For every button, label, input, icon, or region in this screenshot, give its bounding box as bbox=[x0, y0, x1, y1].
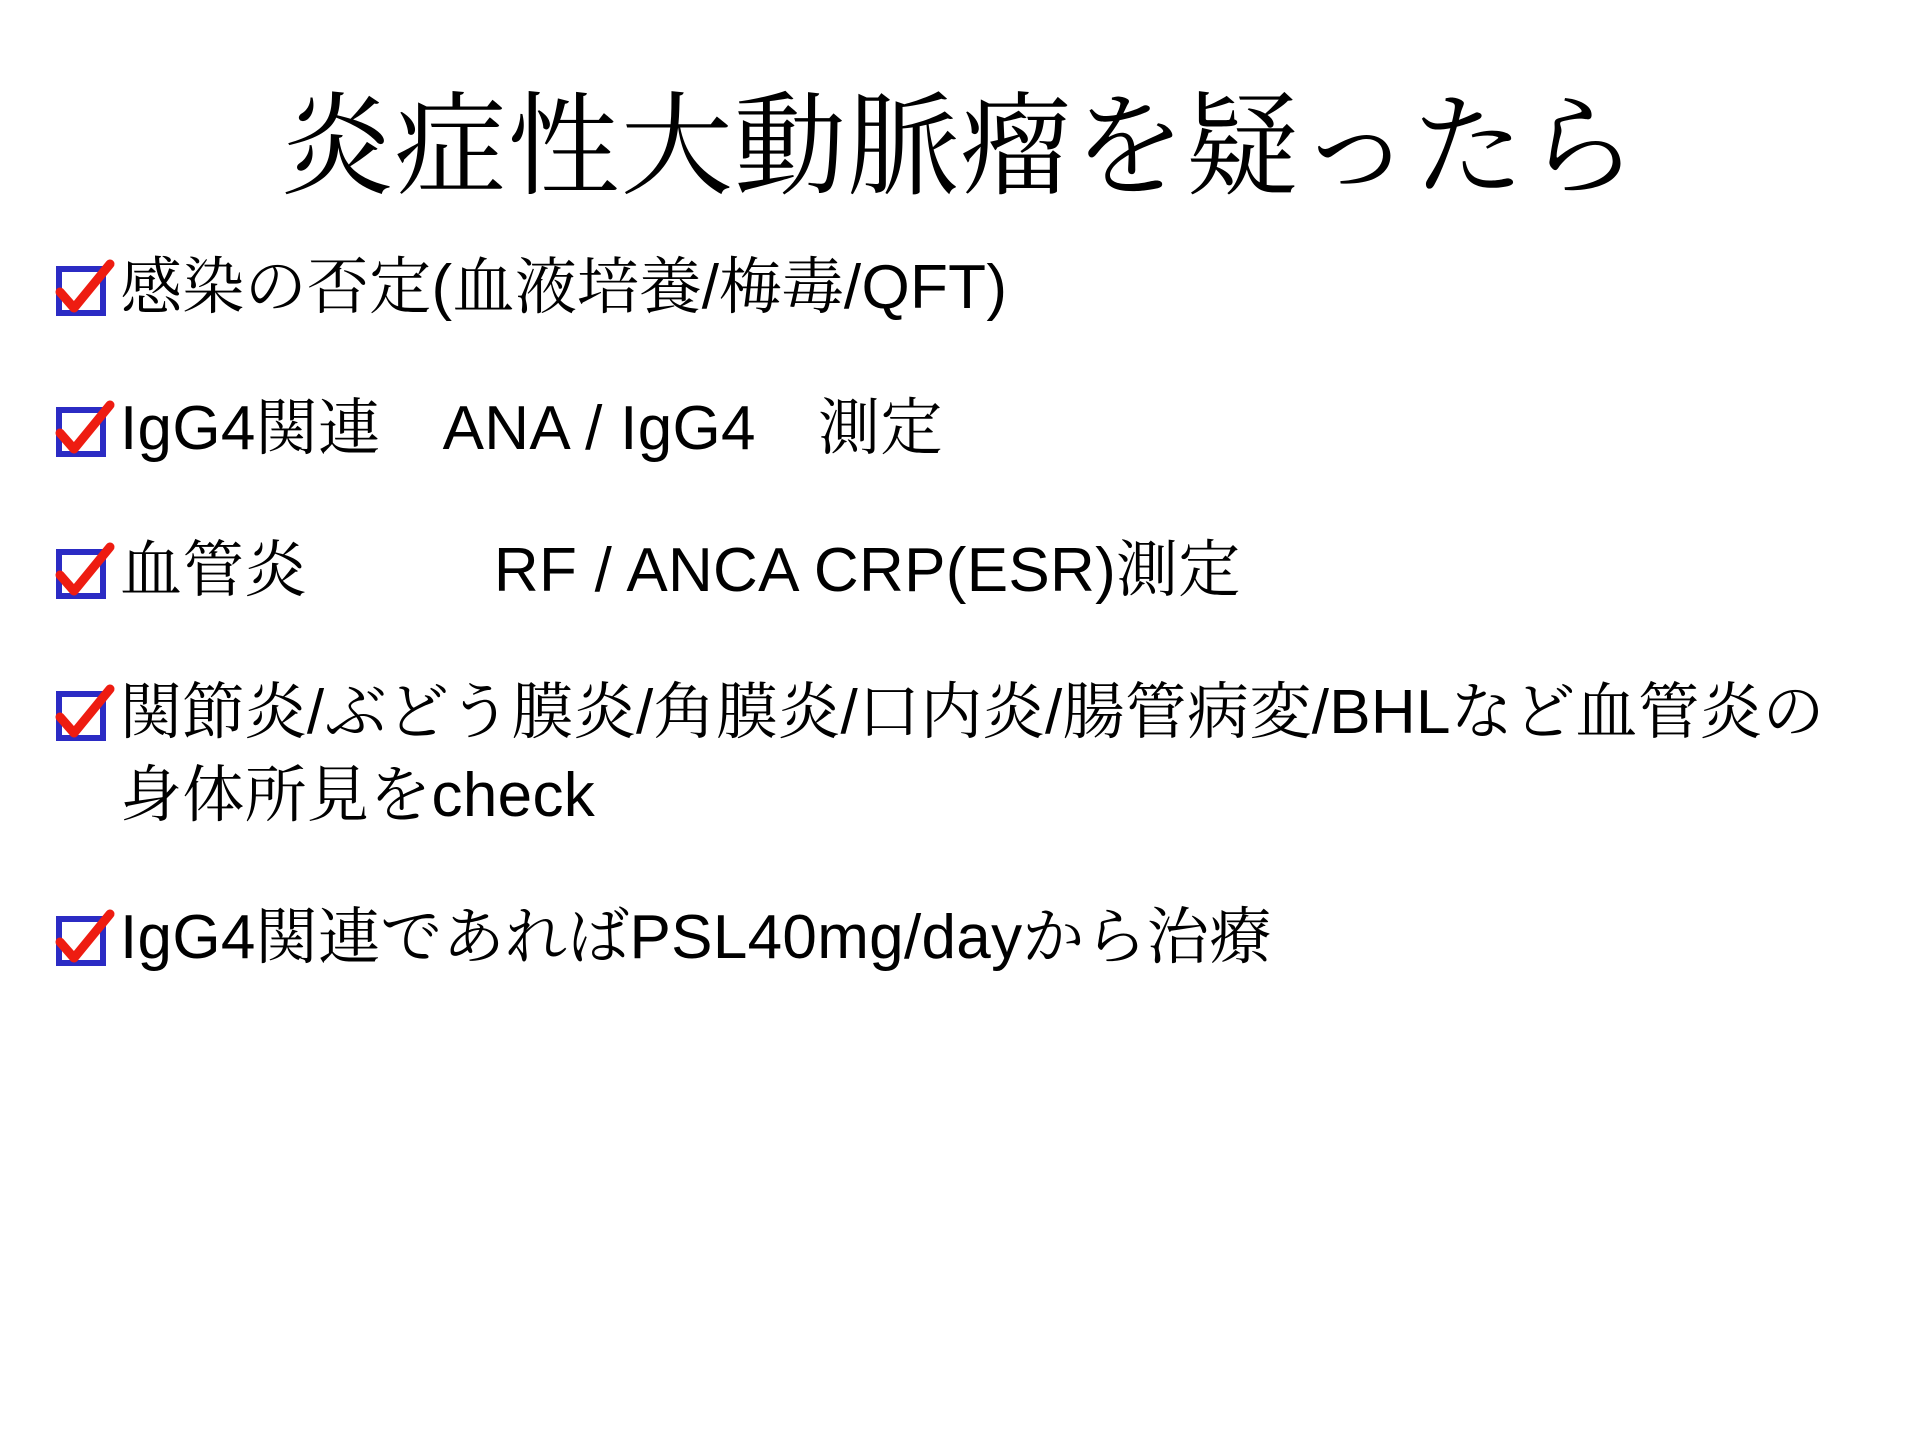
checked-checkbox-icon[interactable] bbox=[50, 401, 116, 467]
checked-checkbox-icon[interactable] bbox=[50, 543, 116, 609]
checked-checkbox-icon[interactable] bbox=[50, 910, 116, 976]
list-item-label: 関節炎/ぶどう膜炎/角膜炎/口内炎/腸管病変/BHLなど血管炎の身体所見をcheck bbox=[120, 677, 1825, 831]
list-item bbox=[50, 671, 1880, 838]
list-item bbox=[50, 246, 1880, 330]
page-title: 炎症性大動脈瘤を疑ったら bbox=[281, 84, 1639, 209]
bullet-list bbox=[0, 216, 1920, 980]
list-item bbox=[50, 896, 1880, 980]
list-item-label: 感染の否定(血液培養/梅毒/QFT) bbox=[120, 252, 1008, 322]
checked-checkbox-icon[interactable] bbox=[50, 685, 116, 751]
list-item bbox=[50, 529, 1880, 613]
list-item-label: IgG4関連であればPSL40mg/dayから治療 bbox=[120, 903, 1272, 973]
list-item-label: IgG4関連 ANA / IgG4 測定 bbox=[120, 394, 943, 464]
checked-checkbox-icon[interactable] bbox=[50, 260, 116, 326]
list-item-label: 血管炎 RF / ANCA CRP(ESR)測定 bbox=[120, 535, 1241, 605]
list-item bbox=[50, 387, 1880, 471]
